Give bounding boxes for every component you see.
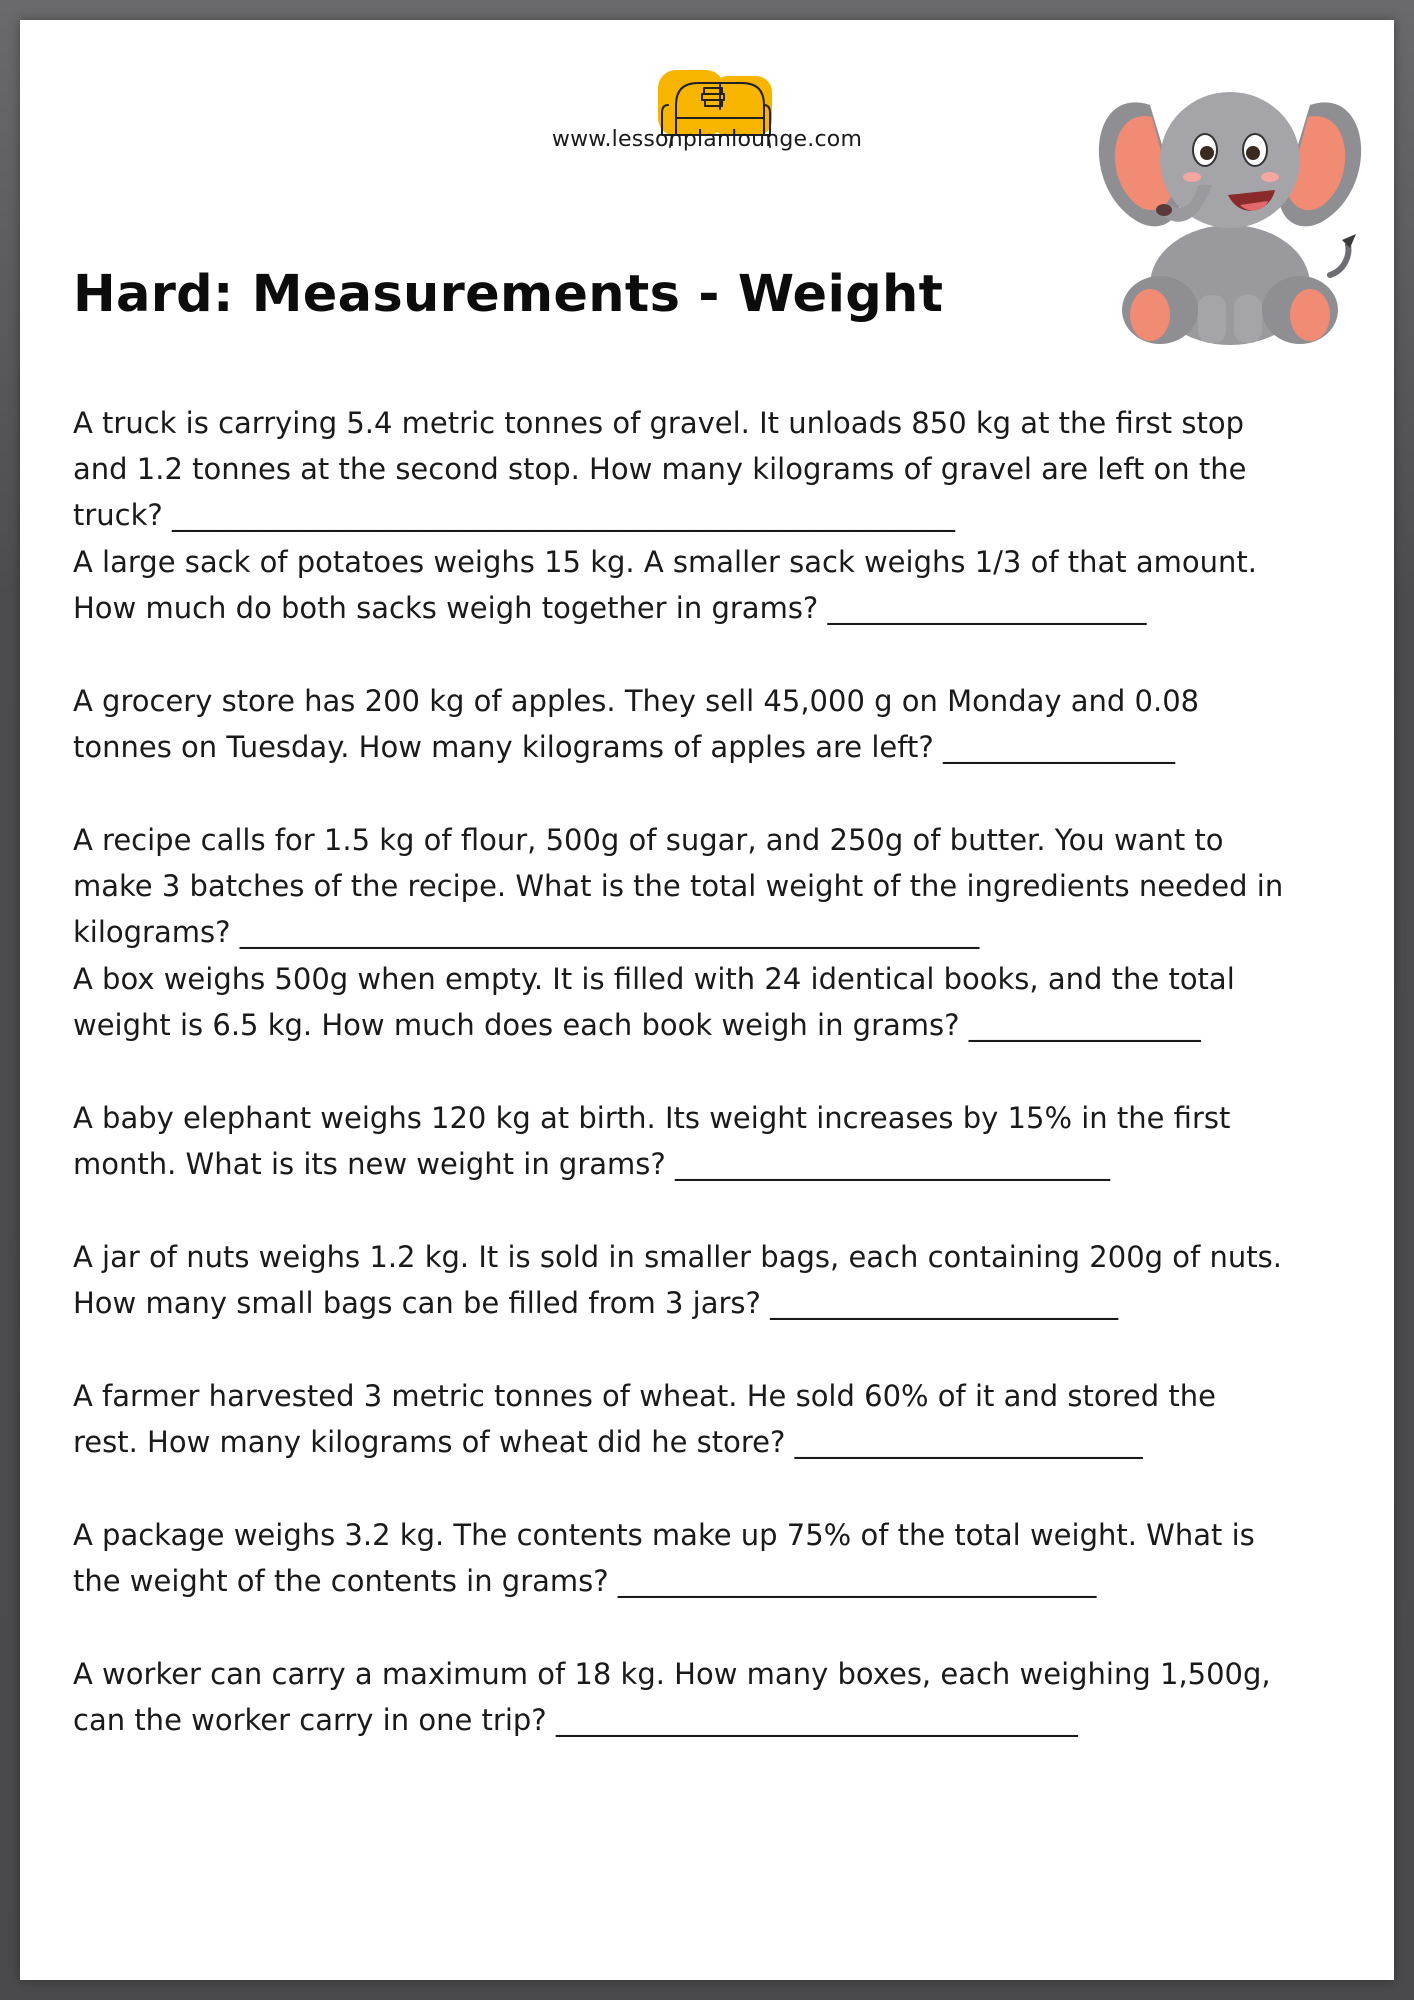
- question-list: [73, 400, 1363, 1790]
- question-7[interactable]: A jar of nuts weighs 1.2 kg. It is sold in smaller bags, each containing 200g of nuts. How many small bags can be filled from 3 jars? ________________________: [73, 1240, 1282, 1320]
- question-3[interactable]: A grocery store has 200 kg of apples. They sell 45,000 g on Monday and 0.08 tonnes on Tuesday. How many kilograms of apples are left? ________________: [73, 684, 1200, 764]
- question-8[interactable]: A farmer harvested 3 metric tonnes of wheat. He sold 60% of it and stored the rest. How many kilograms of wheat did he store? ________________________: [73, 1379, 1216, 1459]
- question-6[interactable]: A baby elephant weighs 120 kg at birth. Its weight increases by 15% in the first month. What is its new weight in grams? ______________________________: [73, 1101, 1231, 1181]
- sofa-logo-icon: [620, 50, 820, 200]
- elephant-icon: [1080, 45, 1380, 350]
- worksheet-title: Hard: Measurements - Weight: [73, 265, 944, 324]
- worksheet-page: [20, 20, 1394, 1980]
- question-4[interactable]: A recipe calls for 1.5 kg of flour, 500g of sugar, and 250g of butter. You want to make 3 batches of the recipe. What is the total weight of the ingredients needed in kilograms? ___________________________________________________: [73, 823, 1284, 949]
- question-1[interactable]: A truck is carrying 5.4 metric tonnes of gravel. It unloads 850 kg at the first stop and 1.2 tonnes at the second stop. How many kilograms of gravel are left on the truck? ______________________________________________________: [73, 406, 1247, 532]
- question-9[interactable]: A package weighs 3.2 kg. The contents make up 75% of the total weight. What is the weight of the contents in grams? _________________________________: [73, 1518, 1255, 1598]
- question-5[interactable]: A box weighs 500g when empty. It is filled with 24 identical books, and the total weight is 6.5 kg. How much does each book weigh in grams? ________________: [73, 962, 1235, 1042]
- question-10[interactable]: A worker can carry a maximum of 18 kg. How many boxes, each weighing 1,500g, can the worker carry in one trip? ____________________________________: [73, 1657, 1271, 1737]
- question-2[interactable]: A large sack of potatoes weighs 15 kg. A smaller sack weighs 1/3 of that amount. How much do both sacks weigh together in grams? ______________________: [73, 545, 1257, 625]
- site-url[interactable]: www.lessonplanlounge.com: [551, 127, 863, 152]
